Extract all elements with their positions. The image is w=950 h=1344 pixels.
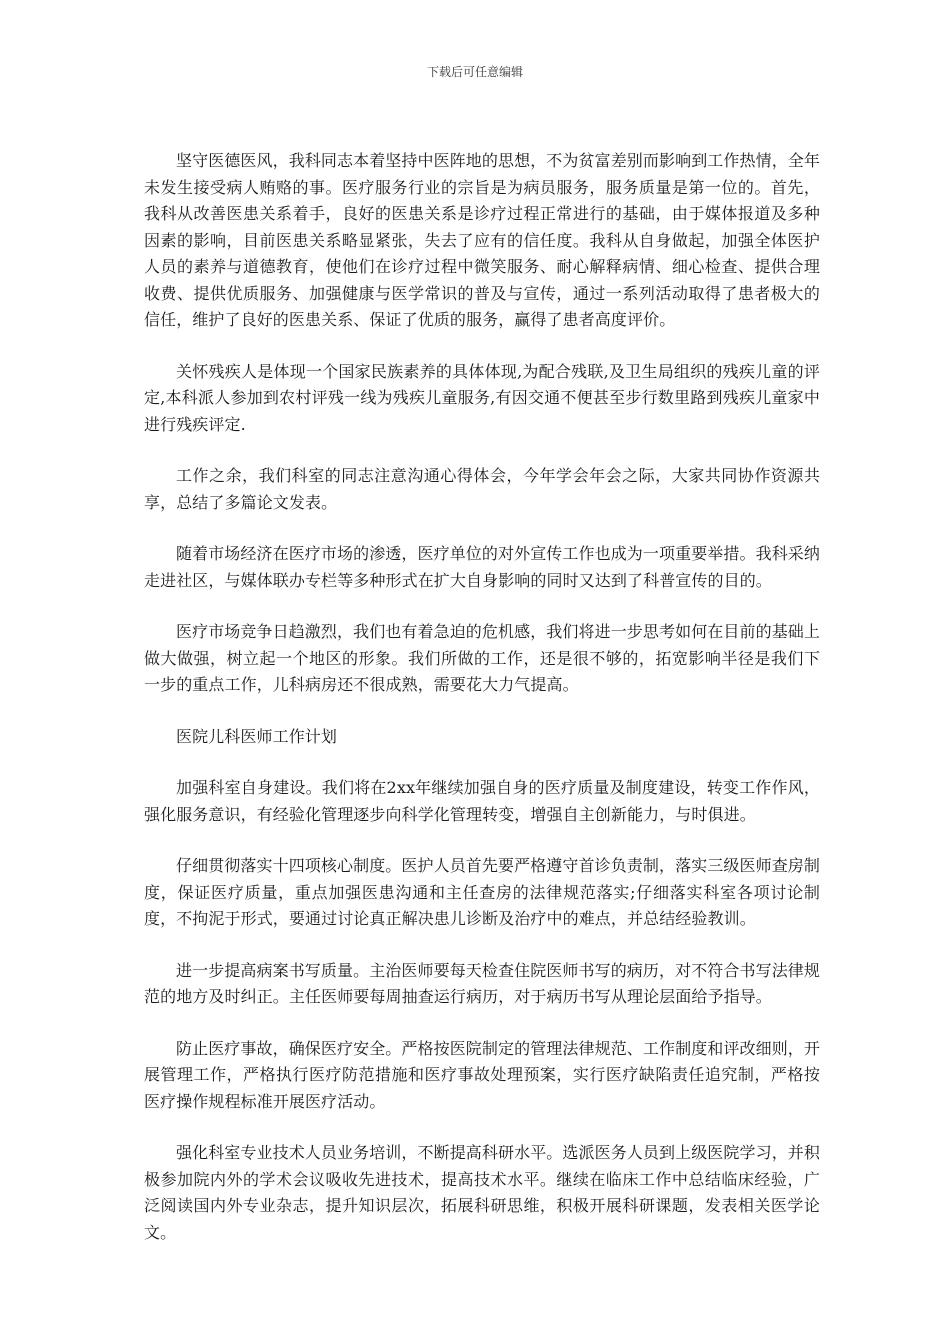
page-header: 下载后可任意编辑 bbox=[426, 65, 523, 79]
paragraph-training: 强化科室专业技术人员业务培训，不断提高科研水平。选派医务人员到上级医院学习，并积极参加院内外的学术会议吸收先进技术，提高技术水平。继续在临床工作中总结临床经验，广泛阅读国内外专业杂志，提升知识层次，拓展科研思维，积极开展科研课题，发表相关医学论文。 bbox=[144, 1143, 821, 1242]
paragraph-publicity: 随着市场经济在医疗市场的渗透，医疗单位的对外宣传工作也成为一项重要举措。我科采纳走进社区，与媒体联办专栏等多种形式在扩大自身影响的同时又达到了科普宣传的目的。 bbox=[144, 544, 821, 590]
paragraph-communication: 工作之余，我们科室的同志注意沟通心得体会，今年学会年会之际，大家共同协作资源共享，总结了多篇论文发表。 bbox=[144, 466, 820, 512]
document-body bbox=[144, 148, 820, 1271]
section-heading: 医院儿科医师工作计划 bbox=[176, 726, 338, 746]
paragraph-safety: 防止医疗事故，确保医疗安全。严格按医院制定的管理法律规范、工作制度和评改细则，开展管理工作，严格执行医疗防范措施和医疗事故处理预案，实行医疗缺陷责任追究制，严格按医疗操作规程标准开展医疗活动。 bbox=[144, 1038, 821, 1111]
paragraph-core-systems: 仔细贯彻落实十四项核心制度。医护人员首先要严格遵守首诊负责制，落实三级医师查房制度，保证医疗质量，重点加强医患沟通和主任查房的法律规范落实;仔细落实科室各项讨论制度，不拘泥于形式，要通过讨论真正解决患儿诊断及治疗中的难点，并总结经验教训。 bbox=[144, 856, 821, 928]
paragraph-competition: 医疗市场竞争日趋激烈，我们也有着急迫的危机感，我们将进一步思考如何在目前的基础上做大做强，树立起一个地区的形象。我们所做的工作，还是很不够的，拓宽影响半径是我们下一步的重点工作，儿科病房还不很成熟，需要花大力气提高。 bbox=[144, 622, 821, 694]
paragraph-medical-ethics: 坚守医德医风，我科同志本着坚持中医阵地的思想，不为贫富差别而影响到工作热情，全年未发生接受病人贿赂的事。医疗服务行业的宗旨是为病员服务，服务质量是第一位的。首先，我科从改善医患关系着手，良好的医患关系是诊疗过程正常进行的基础，由于媒体报道及多种因素的影响，目前医患关系略显紧张，失去了应有的信任度。我科从自身做起，加强全体医护人员的素养与道德教育，使他们在诊疗过程中微笑服务、耐心解释病情、细心检查、提供合理收费、提供优质服务、加强健康与医学常识的普及与宣传，通过一系列活动取得了患者极大的信任，维护了良好的医患关系、保证了优质的服务，赢得了患者高度评价。 bbox=[144, 151, 821, 329]
paragraph-self-building: 加强科室自身建设。我们将在2xx年继续加强自身的医疗质量及制度建设，转变工作作风，强化服务意识，有经验化管理逐步向科学化管理转变，增强自主创新能力，与时俱进。 bbox=[144, 778, 820, 824]
paragraph-record-quality: 进一步提高病案书写质量。主治医师要每天检查住院医师书写的病历，对不符合书写法律规范的地方及时纠正。主任医师要每周抽查运行病历，对于病历书写从理论层面给予指导。 bbox=[144, 960, 821, 1006]
paragraph-disabled-care: 关怀残疾人是体现一个国家民族素养的具体体现,为配合残联,及卫生局组织的残疾儿童的评定,本科派人参加到农村评残一线为残疾儿童服务,有因交通不便甚至步行数里路到残疾儿童家中进行残疾评定. bbox=[144, 361, 820, 434]
